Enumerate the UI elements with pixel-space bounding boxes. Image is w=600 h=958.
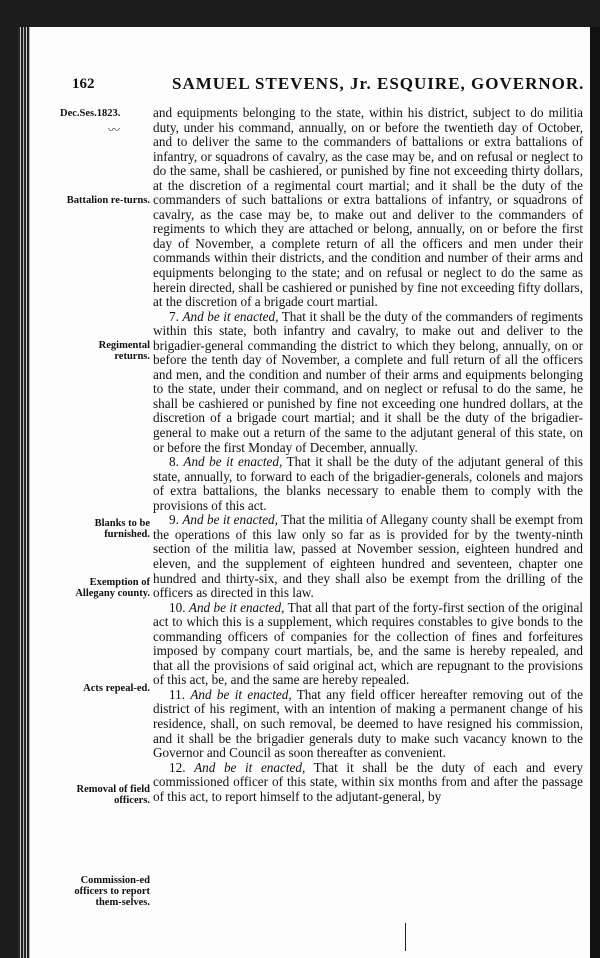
section-text: That the militia of Allegany county shall be exempt from the operations of this law only so far as is provided for by the twenty-ninth section of the militia law, passed at November session, eighteen hundred and eleven, and the supplement of eighteen hundred and seventeen, chapter one hundred and thirty-six, and they shall also be exempt from the drilling of the officers as directed in this law. — [153, 512, 584, 601]
margin-note-removal-field-officers: Removal of field officers. — [76, 784, 150, 806]
squiggle-ornament: 〰 — [108, 123, 121, 137]
enacting-clause: And be it enacted, — [190, 686, 292, 702]
section-number: 10. — [169, 599, 186, 615]
section-number: 11. — [169, 686, 185, 702]
enacting-clause: And be it enacted, — [182, 308, 279, 324]
running-head — [60, 76, 590, 96]
section-text: That it shall be the duty of the adjutant general of this state, annually, to forward to each of the brigadier-generals, colonels and majors of extra battalions, the blanks necessary to enable them to comply with the provisions of this act. — [153, 454, 583, 513]
enacting-clause: And be it enacted, — [194, 759, 306, 775]
section-number: 12. — [169, 759, 186, 775]
section-number: 7. — [169, 308, 179, 324]
enacting-clause: And be it enacted, — [183, 454, 283, 470]
section-10 — [153, 601, 583, 688]
section-12 — [153, 761, 583, 805]
section-text: That any field officer hereafter removing out of the district of his regiment, with an intention of making a permanent change of his residence, shall, on such removal, be deemed to have resigned his commission, and it shall be the brigadier generals duty to make such vacancy known to the Governor and Council as soon thereafter as convenient. — [153, 686, 584, 761]
margin-note-battalion-returns: Battalion re-turns. — [66, 195, 150, 206]
page-number: 162 — [72, 76, 95, 92]
section-number: 8. — [169, 454, 179, 470]
section-number: 9. — [169, 512, 179, 528]
scan-right-edge — [590, 27, 600, 958]
margin-note-exemption-allegany: Exemption of Allegany county. — [75, 577, 150, 599]
scan-artifact-rule — [405, 923, 406, 951]
body-text — [153, 106, 583, 804]
paragraph-continuation: and equipments belonging to the state, within his district, subject to do militia duty, under his command, annually, on or before the twentieth day of October, and to deliver the same to the commanders of battalions or extra battalions of infantry, or squadrons of cavalry, as the case may be, and on refusal or neglect to do the same, shall be cashiered, or punished by fine not exceeding thirty dollars, at the discretion of a regimental court martial; and it shall be the duty of the commanders of such battalions or extra battalions of infantry, or squadrons of cavalry, as the case may be, to make out and deliver to the commanders of regiments to which they are attached or belong, annually, on or before the first day of November, a complete return of all the officers and men under their commands within their districts, and the condition and number of their arms and equipments belonging to the state; and on refusal or neglect to do the same as herein directed, shall be cashiered or punished by fine not exceeding fifty dollars, at the discretion of a brigade court martial. — [153, 105, 583, 310]
section-7 — [153, 310, 583, 455]
margin-note-blanks-furnished: Blanks to be furnished. — [94, 518, 150, 540]
section-8 — [153, 455, 583, 513]
enacting-clause: And be it enacted, — [182, 512, 278, 528]
margin-note-commissioned-officers: Commission-ed officers to report them-selves. — [74, 875, 150, 908]
running-title: SAMUEL STEVENS, Jr. ESQUIRE, GOVERNOR. — [172, 74, 585, 93]
section-9 — [153, 513, 583, 600]
margin-note-regimental-returns: Regimental returns. — [98, 340, 150, 362]
margin-note-acts-repealed: Acts repeal-ed. — [83, 683, 150, 694]
enacting-clause: And be it enacted, — [188, 599, 285, 615]
section-text: That it shall be the duty of the commanders of regiments within this state, both infantry and cavalry, to make out and deliver to the brigadier-general commanding the district to which they belong, annually, on or before the tenth day of November, a complete and full return of all the officers and men, and the condition and number of their arms and equipments belonging to the state, under their command, and on neglect or refusal to do the same, he shall be cashiered or punished by fine not exceeding one hundred dollars, at the discretion of a brigade court martial; and it shall be the duty of the brigadier-general to make out a return of the same to the adjutant general of this state, on or before the first Monday of December, annually. — [153, 308, 583, 455]
section-text: That all that part of the forty-first section of the original act to which this is a supplement, which requires constables to give bonds to the commanding officers of companies for the collection of fines and forfeitures imposed by company court martials, be, and the same is hereby repealed, and that all the provisions of said original act, which are repugnant to the provisions of this act, be, and the same are hereby repealed. — [153, 599, 584, 688]
section-text: That it shall be the duty of each and every commissioned officer of this state, within six months from and after the passage of this act, to report himself to the adjutant-general, by — [153, 759, 584, 804]
margin-note-session: Dec.Ses.1823. — [60, 108, 121, 119]
section-11 — [153, 688, 583, 761]
